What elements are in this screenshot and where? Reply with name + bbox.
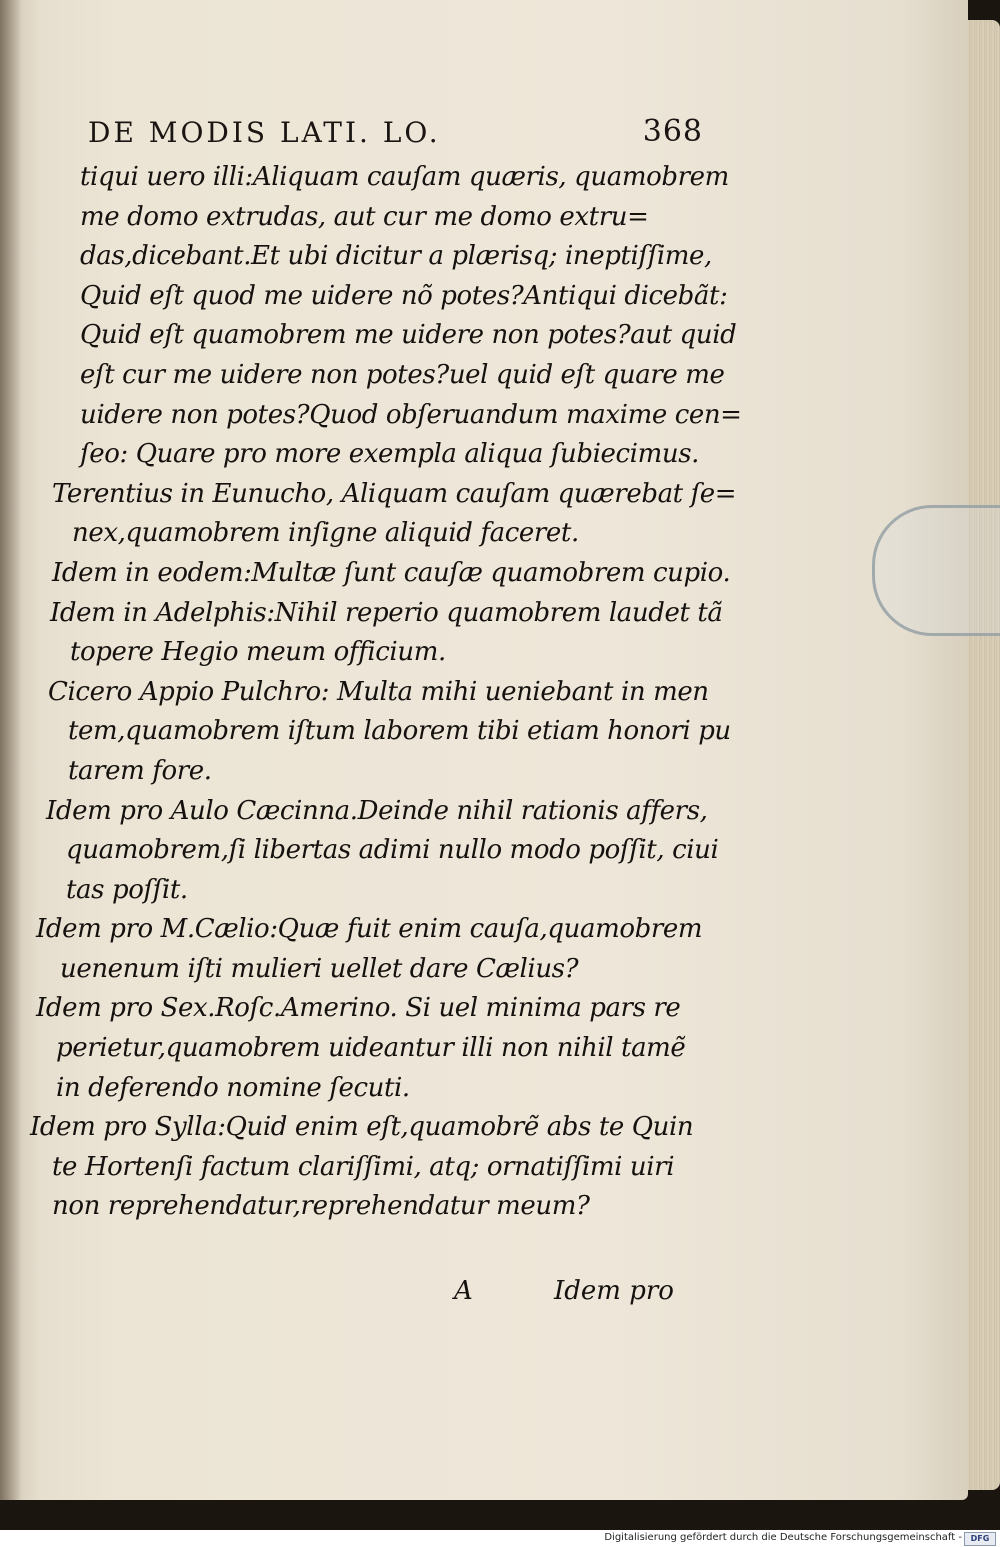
text-line: tarem fore. bbox=[68, 755, 212, 786]
text-line: tiqui uero illi:Aliquam cauſam quæris, quamobrem bbox=[80, 162, 729, 192]
catchline bbox=[450, 1272, 680, 1314]
text-line: in deferendo nomine ſecuti. bbox=[56, 1072, 410, 1103]
signature-mark: A bbox=[454, 1276, 473, 1306]
text-line: uenenum iſti mulieri uellet dare Cælius? bbox=[60, 953, 579, 984]
text-line: Idem in eodem:Multæ ſunt cauſæ quamobrem cupio. bbox=[52, 557, 731, 588]
running-head-title: DE MODIS LATI. LO. bbox=[88, 116, 441, 149]
digitization-footer bbox=[0, 1530, 1000, 1547]
catchword: Idem pro bbox=[554, 1276, 674, 1306]
spine-shadow bbox=[0, 0, 22, 1500]
text-line: tem,quamobrem iſtum laborem tibi etiam honori pu bbox=[68, 716, 731, 747]
text-line: Terentius in Eunucho, Aliquam cauſam quærebat ſe= bbox=[52, 478, 737, 509]
text-line: Idem in Adelphis:Nihil reperio quamobrem laudet tã bbox=[50, 597, 723, 628]
footer-credit: Digitalisierung gefördert durch die Deutsche Forschungsgemeinschaft - bbox=[604, 1532, 962, 1543]
text-line: me domo extrudas, aut cur me domo extru= bbox=[80, 201, 649, 232]
text-line: te Hortenſi factum clariſſimi, atq; ornatiſſimi uiri bbox=[52, 1151, 675, 1182]
text-line: Idem pro Aulo Cæcinna.Deinde nihil rationis affers, bbox=[46, 795, 708, 826]
text-line: ſeo: Quare pro more exempla aliqua ſubiecimus. bbox=[80, 439, 700, 470]
text-line: Idem pro Sex.Roſc.Amerino. Si uel minima pars re bbox=[36, 993, 681, 1024]
page-clip bbox=[872, 505, 1000, 636]
text-line: eſt cur me uidere non potes?uel quid eſt quare me bbox=[80, 359, 725, 390]
dfg-logo: DFG bbox=[964, 1532, 996, 1546]
body-text bbox=[30, 158, 742, 1227]
text-line: Cicero Appio Pulchro: Multa mihi ueniebant in men bbox=[48, 676, 709, 707]
text-line: Quid eſt quamobrem me uidere non potes?aut quid bbox=[80, 320, 737, 351]
text-line: nex,quamobrem inſigne aliquid faceret. bbox=[72, 518, 579, 549]
text-line: das,dicebant.Et ubi dicitur a plærisq; ineptiſſime, bbox=[80, 241, 712, 272]
text-line: perietur,quamobrem uideantur illi non nihil tamẽ bbox=[56, 1033, 686, 1064]
text-line: Idem pro Sylla:Quid enim eſt,quamobrẽ abs te Quin bbox=[30, 1112, 694, 1143]
folio-number: 368 bbox=[642, 114, 703, 149]
text-line: Idem pro M.Cælio:Quæ fuit enim cauſa,quamobrem bbox=[36, 914, 703, 945]
text-line: topere Hegio meum officium. bbox=[70, 637, 446, 668]
text-line: quamobrem,ſi libertas adimi nullo modo poſſit, ciui bbox=[66, 835, 719, 866]
text-line: non reprehendatur,reprehendatur meum? bbox=[52, 1191, 590, 1222]
text-line: tas poſſit. bbox=[66, 874, 188, 905]
running-head bbox=[88, 112, 703, 156]
text-line: Quid eſt quod me uidere nõ potes?Antiqui dicebãt: bbox=[80, 280, 728, 311]
text-line: uidere non potes?Quod obſeruandum maxime cen= bbox=[80, 399, 742, 430]
